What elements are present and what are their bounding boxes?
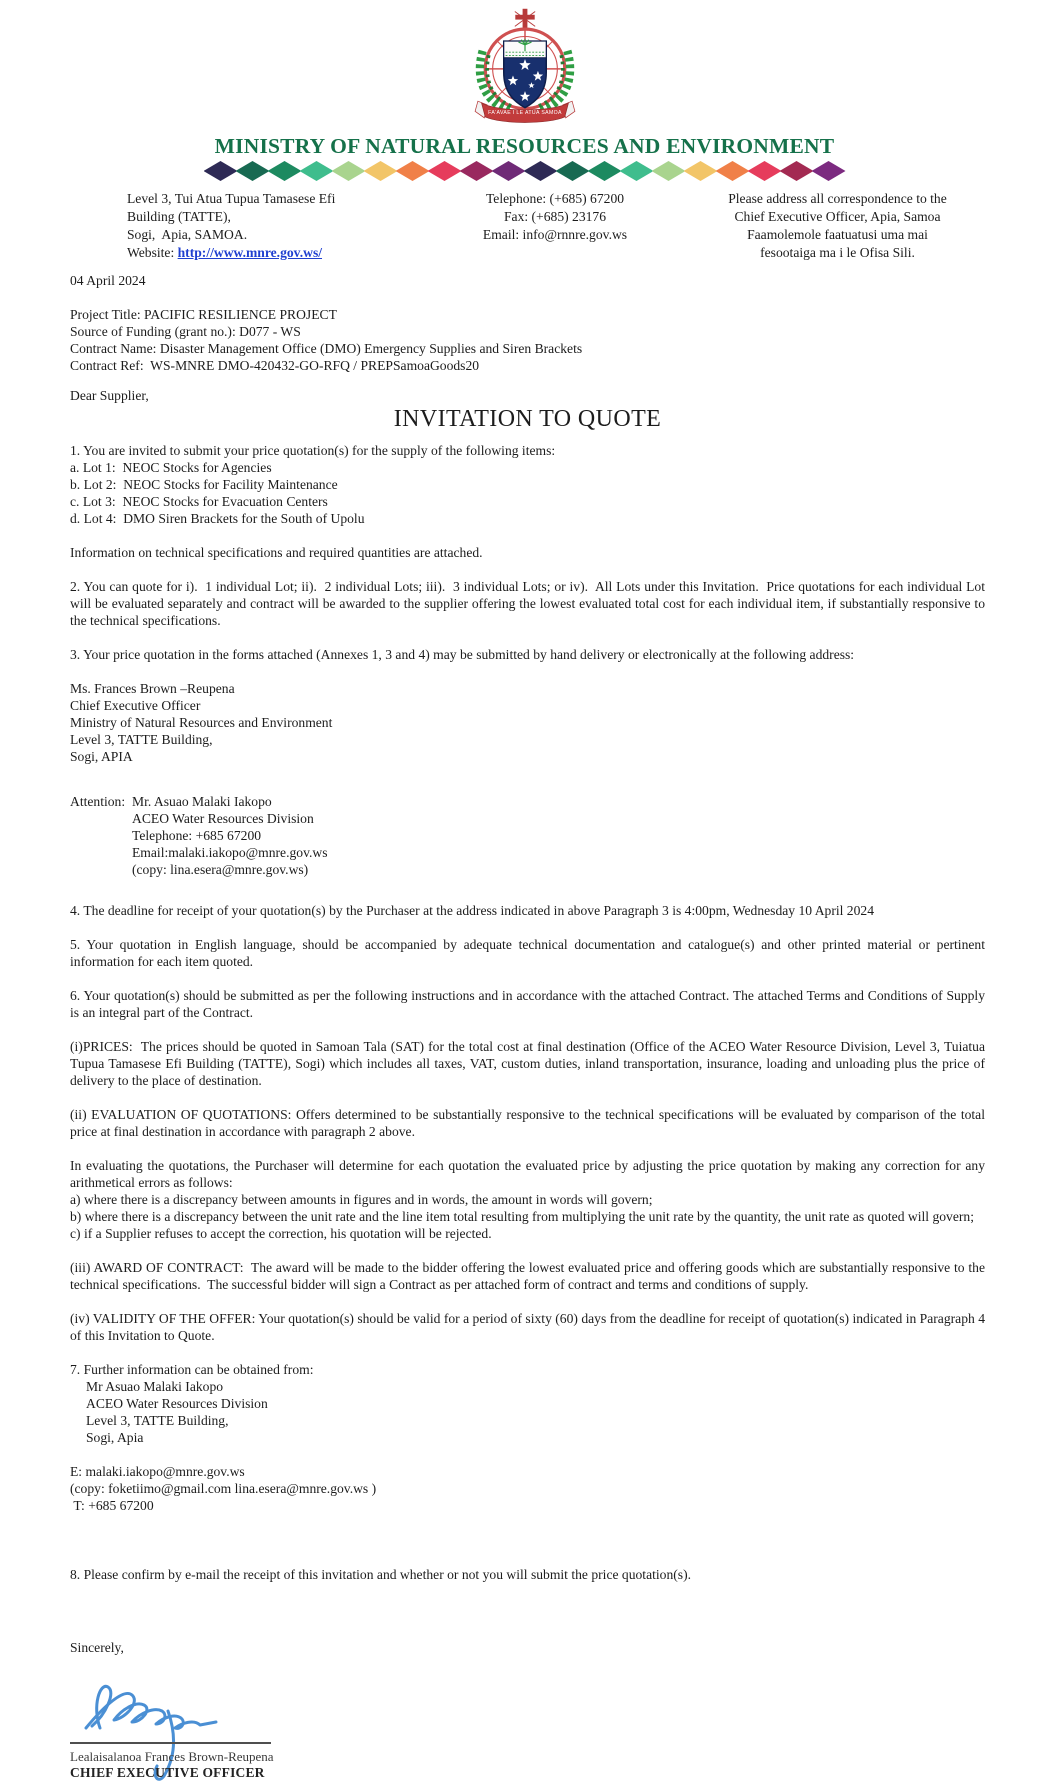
diamond-shape <box>780 161 814 181</box>
salutation: Dear Supplier, <box>70 388 149 403</box>
phone-fax-email <box>420 190 690 262</box>
office-address <box>70 190 420 262</box>
lot-item: a. Lot 1: NEOC Stocks for Agencies <box>70 460 272 475</box>
contract-ref: Contract Ref: WS-MNRE DMO-420432-GO-RFQ / PREPSamoaGoods20 <box>70 358 480 373</box>
telephone-line: Telephone: (+685) 67200 <box>485 191 625 206</box>
diamond-shape <box>204 161 238 181</box>
paragraph-evaluation: (ii) EVALUATION OF QUOTATIONS: Offers determined to be substantially responsive to the technical specifications will be evaluated by comparison of the total price at final destination in accordance with paragraph 2 above. <box>70 1107 989 1139</box>
note-line: Faamolemole faatuatusi uma mai <box>747 227 928 242</box>
addressee-line: Ms. Frances Brown –Reupena <box>70 681 235 696</box>
paragraph-validity: (iv) VALIDITY OF THE OFFER: Your quotation(s) should be valid for a period of sixty (60) days from the deadline for receipt of quotation(s) indicated in Paragraph 4 of this Invitation to Quote. <box>70 1311 989 1343</box>
attention-line: Telephone: +685 67200 <box>132 828 262 843</box>
website-link[interactable]: http://www.mnre.gov.ws/ <box>177 245 323 260</box>
signature-block <box>70 1660 985 1785</box>
paragraph-6: 6. Your quotation(s) should be submitted as per the following instructions and in accordance with the attached Contract. The attached Terms and Conditions of Supply is an integral part of the Contract. <box>70 988 989 1020</box>
lot-item: c. Lot 3: NEOC Stocks for Evacuation Centers <box>70 494 328 509</box>
attention-block <box>70 793 985 878</box>
diamond-shape <box>332 161 366 181</box>
addressee-line: Ministry of Natural Resources and Environment <box>70 715 333 730</box>
diamond-shape <box>684 161 718 181</box>
signer-name: Lealaisalanoa Frances Brown-Reupena <box>70 1749 274 1764</box>
letterhead-contact-row <box>70 190 985 262</box>
signature-rule <box>70 1742 271 1744</box>
diamond-shape <box>524 161 558 181</box>
evaluation-intro: In evaluating the quotations, the Purchaser will determine for each quotation the evaluated price by adjusting the price quotation by making any correction for any arithmetical errors as follows: <box>70 1158 989 1190</box>
evaluation-rule: b) where there is a discrepancy between the unit rate and the line item total resulting from multiplying the unit rate by the quantity, the unit rate as quoted will govern; <box>70 1209 974 1224</box>
addressee-line: Chief Executive Officer <box>70 698 201 713</box>
diamond-shape <box>396 161 430 181</box>
paragraph-5: 5. Your quotation in English language, should be accompanied by adequate technical documentation and catalogue(s) and other printed material or pertinent information for each item quoted. <box>70 937 989 969</box>
paragraph-2: 2. You can quote for i). 1 individual Lot; ii). 2 individual Lots; iii). 3 individual Lots; or iv). All Lots under this Invitation. Price quotations for each individual Lot will be evaluated separately and contract will be awarded to the supplier offering the lowest evaluated total cost for each individual item, if substantially responsive to the technical specifications. <box>70 579 989 628</box>
phone-contact-line: T: +685 67200 <box>70 1498 154 1513</box>
address-line: Sogi, Apia, SAMOA. <box>127 227 248 242</box>
address-line: Level 3, Tui Atua Tupua Tamasese Efi <box>127 191 336 206</box>
further-info-line: Level 3, TATTE Building, <box>86 1413 229 1428</box>
crest-motto: FA'AVAE I LE ATUA SAMOA <box>487 110 562 117</box>
further-info-line: Sogi, Apia <box>86 1430 144 1445</box>
project-details <box>70 306 985 374</box>
diamond-divider <box>0 161 1049 182</box>
paragraph-7 <box>70 1361 985 1446</box>
contact-emails-block <box>70 1463 985 1514</box>
diamond-shape <box>652 161 686 181</box>
attention-line: ACEO Water Resources Division <box>132 811 314 826</box>
email-copy-line: (copy: foketiimo@gmail.com lina.esera@mnre.gov.ws ) <box>70 1481 377 1496</box>
diamond-shape <box>300 161 334 181</box>
attention-line: (copy: lina.esera@mnre.gov.ws) <box>132 862 309 877</box>
addressee-block <box>70 680 985 765</box>
diamond-shape <box>364 161 398 181</box>
diamond-shape <box>620 161 654 181</box>
lot-item: d. Lot 4: DMO Siren Brackets for the South of Upolu <box>70 511 365 526</box>
ministry-title: MINISTRY OF NATURAL RESOURCES AND ENVIRONMENT <box>214 134 835 158</box>
paragraph-1 <box>70 442 985 527</box>
paragraph-7-intro: 7. Further information can be obtained from: <box>70 1362 314 1377</box>
letterhead <box>0 0 1049 132</box>
note-line: fesootaiga ma i le Ofisa Sili. <box>760 245 915 260</box>
document-title: INVITATION TO QUOTE <box>393 406 662 432</box>
diamond-shape <box>492 161 526 181</box>
email-contact-line: E: malaki.iakopo@mnre.gov.ws <box>70 1464 245 1479</box>
note-line: Chief Executive Officer, Apia, Samoa <box>734 209 941 224</box>
further-info-line: ACEO Water Resources Division <box>86 1396 268 1411</box>
lot-item: b. Lot 2: NEOC Stocks for Facility Maintenance <box>70 477 338 492</box>
diamond-shape <box>588 161 622 181</box>
addressee-line: Level 3, TATTE Building, <box>70 732 213 747</box>
diamond-shape <box>428 161 462 181</box>
paragraph-3: 3. Your price quotation in the forms attached (Annexes 1, 3 and 4) may be submitted by hand delivery or electronically at the following address: <box>70 647 855 662</box>
note-line: Please address all correspondence to the <box>728 191 947 206</box>
diamond-shape <box>812 161 846 181</box>
paragraph-4: 4. The deadline for receipt of your quotation(s) by the Purchaser at the address indicated in above Paragraph 3 is 4:00pm, Wednesday 10 April 2024 <box>70 903 874 918</box>
letter-date: 04 April 2024 <box>70 273 146 288</box>
diamond-shape <box>716 161 750 181</box>
email-line: Email: info@rnnre.gov.ws <box>482 227 628 242</box>
attention-line: Mr. Asuao Malaki Iakopo <box>132 794 272 809</box>
diamond-shape <box>236 161 270 181</box>
diamond-shape <box>268 161 302 181</box>
website-label: Website: <box>127 245 178 260</box>
paragraph-award: (iii) AWARD OF CONTRACT: The award will be made to the bidder offering the lowest evaluated price and offering goods which are substantially responsive to the technical specifications. The successful bidder will sign a Contract as per attached form of contract and terms and conditions of supply. <box>70 1260 989 1292</box>
evaluation-rule: c) if a Supplier refuses to accept the correction, his quotation will be rejected. <box>70 1226 492 1241</box>
diamond-shape <box>748 161 782 181</box>
paragraph-1-intro: 1. You are invited to submit your price quotation(s) for the supply of the following items: <box>70 443 556 458</box>
project-title: Project Title: PACIFIC RESILIENCE PROJECT <box>70 307 337 322</box>
samoa-coat-of-arms-icon <box>450 6 600 128</box>
attention-line: Email:malaki.iakopo@mnre.gov.ws <box>132 845 328 860</box>
further-info-line: Mr Asuao Malaki Iakopo <box>86 1379 224 1394</box>
diamond-shape <box>556 161 590 181</box>
address-line: Building (TATTE), <box>127 209 231 224</box>
evaluation-rule: a) where there is a discrepancy between amounts in figures and in words, the amount in words will govern; <box>70 1192 653 1207</box>
attention-label: Attention: <box>70 794 126 809</box>
paragraph-8: 8. Please confirm by e-mail the receipt of this invitation and whether or not you will submit the price quotation(s). <box>70 1567 692 1582</box>
contract-name: Contract Name: Disaster Management Office (DMO) Emergency Supplies and Siren Brackets <box>70 341 583 356</box>
funding-source: Source of Funding (grant no.): D077 - WS <box>70 324 301 339</box>
correspondence-note <box>690 190 985 262</box>
fax-line: Fax: (+685) 23176 <box>503 209 607 224</box>
signer-title: CHIEF EXECUTIVE OFFICER <box>70 1765 265 1780</box>
info-note: Information on technical specifications and required quantities are attached. <box>70 545 483 560</box>
evaluation-rules <box>70 1157 989 1242</box>
closing: Sincerely, <box>70 1640 124 1655</box>
addressee-line: Sogi, APIA <box>70 749 133 764</box>
paragraph-prices: (i)PRICES: The prices should be quoted in Samoan Tala (SAT) for the total cost at final destination (Office of the ACEO Water Resource Division, Level 3, Tuiatua Tupua Tamasese Efi Building (TATTE), Sogi) which includes all taxes, VAT, custom duties, inland transportation, insurance, loading and unloading plus the price of delivery to the place of destination. <box>70 1039 989 1088</box>
diamond-shape <box>460 161 494 181</box>
